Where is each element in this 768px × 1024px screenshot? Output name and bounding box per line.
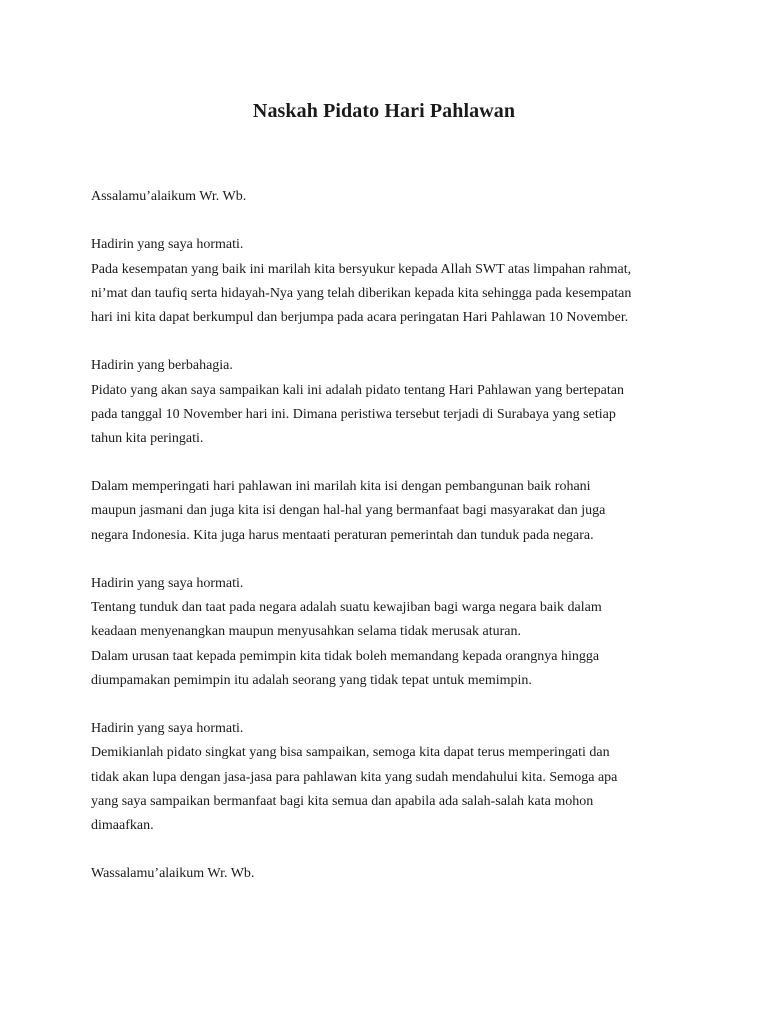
- paragraph-line: pada tanggal 10 November hari ini. Dimana peristiwa tersebut terjadi di Surabaya yang setiap: [91, 406, 616, 422]
- paragraph-gap: [91, 209, 691, 233]
- paragraph-gap: [91, 548, 691, 572]
- paragraph-line: Dalam urusan taat kepada pemimpin kita tidak boleh memandang kepada orangnya hingga: [91, 648, 600, 664]
- greeting: Assalamu’alaikum Wr. Wb.: [91, 189, 247, 204]
- paragraph-line: yang saya sampaikan bermanfaat bagi kita semua dan apabila ada salah-salah kata mohon: [91, 793, 594, 809]
- paragraph-line: hari ini kita dapat berkumpul dan berjumpa pada acara peringatan Hari Pahlawan 10 November.: [91, 309, 629, 325]
- paragraph-line: negara Indonesia. Kita juga harus mentaati peraturan pemerintah dan tunduk pada negara.: [91, 527, 594, 543]
- paragraph-line: tidak akan lupa dengan jasa-jasa para pahlawan kita yang sudah mendahului kita. Semoga apa: [91, 769, 618, 785]
- paragraph-line: keadaan menyenangkan maupun menyusahkan selama tidak merusak aturan.: [91, 624, 521, 640]
- paragraph-line: ni’mat dan taufiq serta hidayah-Nya yang telah diberikan kepada kita sehingga pada kesempatan: [91, 285, 632, 301]
- section2-heading: Hadirin yang berbahagia.: [91, 358, 233, 374]
- paragraph-line: dimaafkan.: [91, 817, 154, 833]
- paragraph-line: Dalam memperingati hari pahlawan ini marilah kita isi dengan pembangunan baik rohani: [91, 479, 591, 495]
- speech-body: [91, 185, 691, 886]
- paragraph-line: maupun jasmani dan juga kita isi dengan hal-hal yang bermanfaat bagi masyarakat dan juga: [91, 503, 606, 519]
- paragraph-gap: [91, 838, 691, 862]
- paragraph-line: Demikianlah pidato singkat yang bisa sampaikan, semoga kita dapat terus memperingati dan: [91, 745, 610, 761]
- paragraph-line: Pada kesempatan yang baik ini marilah kita bersyukur kepada Allah SWT atas limpahan rahmat,: [91, 261, 632, 277]
- paragraph-gap: [91, 693, 691, 717]
- closing: Wassalamu’alaikum Wr. Wb.: [91, 866, 255, 882]
- paragraph-line: Tentang tunduk dan taat pada negara adalah suatu kewajiban bagi warga negara baik dalam: [91, 600, 602, 616]
- paragraph-line: diumpamakan pemimpin itu adalah seorang yang tidak tepat untuk memimpin.: [91, 672, 532, 688]
- section4-heading: Hadirin yang saya hormati.: [91, 576, 244, 591]
- paragraph-line: tahun kita peringati.: [91, 430, 204, 446]
- paragraph-gap: [91, 330, 691, 354]
- page-title: Naskah Pidato Hari Pahlawan: [252, 100, 516, 122]
- paragraph-gap: [91, 451, 691, 475]
- section5-heading: Hadirin yang saya hormati.: [91, 721, 244, 737]
- section1-heading: Hadirin yang saya hormati.: [91, 237, 244, 253]
- paragraph-line: Pidato yang akan saya sampaikan kali ini adalah pidato tentang Hari Pahlawan yang bertepatan: [91, 382, 624, 398]
